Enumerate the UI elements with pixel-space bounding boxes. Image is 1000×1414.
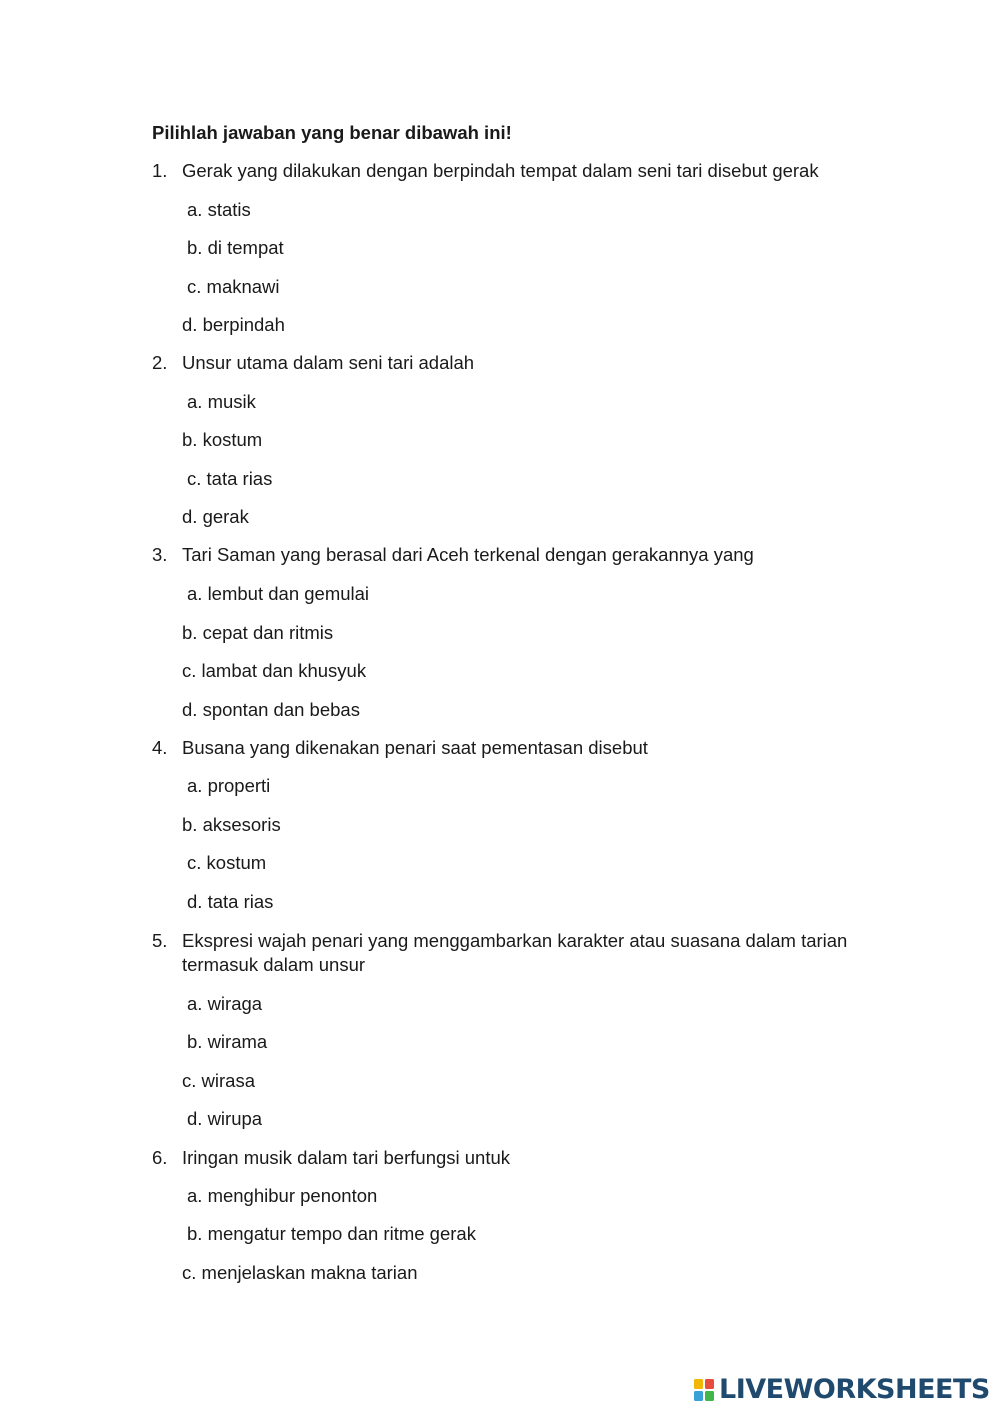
liveworksheets-brand bbox=[694, 1376, 990, 1404]
question-3-option-b[interactable]: b. cepat dan ritmis bbox=[182, 622, 334, 643]
question-2-option-a[interactable]: a. musik bbox=[187, 391, 256, 412]
question-2-option-b[interactable]: b. kostum bbox=[182, 429, 263, 450]
liveworksheets-logo-icon bbox=[694, 1379, 714, 1401]
question-6-option-b[interactable]: b. mengatur tempo dan ritme gerak bbox=[187, 1223, 476, 1244]
question-1-option-b[interactable]: b. di tempat bbox=[187, 237, 284, 258]
question-2-number: 2. bbox=[152, 352, 168, 373]
question-4-option-a[interactable]: a. properti bbox=[187, 775, 271, 796]
question-3-option-c[interactable]: c. lambat dan khusyuk bbox=[182, 660, 367, 681]
question-5-option-c[interactable]: c. wirasa bbox=[182, 1070, 255, 1091]
question-3-number: 3. bbox=[152, 544, 168, 565]
question-1-option-a[interactable]: a. statis bbox=[187, 199, 251, 220]
question-3-option-a[interactable]: a. lembut dan gemulai bbox=[187, 583, 370, 604]
question-4-text: Busana yang dikenakan penari saat pementasan disebut bbox=[182, 737, 648, 758]
question-1-option-d[interactable]: d. berpindah bbox=[182, 314, 285, 335]
question-2-text: Unsur utama dalam seni tari adalah bbox=[182, 352, 475, 373]
question-4-number: 4. bbox=[152, 737, 168, 758]
question-5-option-d[interactable]: d. wirupa bbox=[187, 1108, 263, 1129]
question-4-option-b[interactable]: b. aksesoris bbox=[182, 814, 281, 835]
question-6-option-c[interactable]: c. menjelaskan makna tarian bbox=[182, 1262, 418, 1283]
question-3-text: Tari Saman yang berasal dari Aceh terkenal dengan gerakannya yang bbox=[182, 544, 754, 565]
question-4-option-c[interactable]: c. kostum bbox=[187, 852, 267, 873]
question-5-option-a[interactable]: a. wiraga bbox=[187, 993, 263, 1014]
question-5-option-b[interactable]: b. wirama bbox=[187, 1031, 268, 1052]
question-3-option-d[interactable]: d. spontan dan bebas bbox=[182, 699, 360, 720]
question-6-number: 6. bbox=[152, 1147, 168, 1168]
question-5-number: 5. bbox=[152, 930, 168, 951]
question-4-option-d[interactable]: d. tata rias bbox=[187, 891, 274, 912]
question-2-option-d[interactable]: d. gerak bbox=[182, 506, 249, 527]
question-2-option-c[interactable]: c. tata rias bbox=[187, 468, 273, 489]
question-1-text: Gerak yang dilakukan dengan berpindah tempat dalam seni tari disebut gerak bbox=[182, 160, 819, 181]
question-6-option-a[interactable]: a. menghibur penonton bbox=[187, 1185, 378, 1206]
instruction-heading: Pilihlah jawaban yang benar dibawah ini! bbox=[152, 122, 512, 143]
question-5-text: Ekspresi wajah penari yang menggambarkan karakter atau suasana dalam tarian termasuk dalam unsur bbox=[182, 930, 848, 975]
question-1-number: 1. bbox=[152, 160, 168, 181]
liveworksheets-wordmark: LIVEWORKSHEETS bbox=[719, 1374, 990, 1405]
question-1-option-c[interactable]: c. maknawi bbox=[187, 276, 280, 297]
question-6-text: Iringan musik dalam tari berfungsi untuk bbox=[182, 1147, 511, 1168]
